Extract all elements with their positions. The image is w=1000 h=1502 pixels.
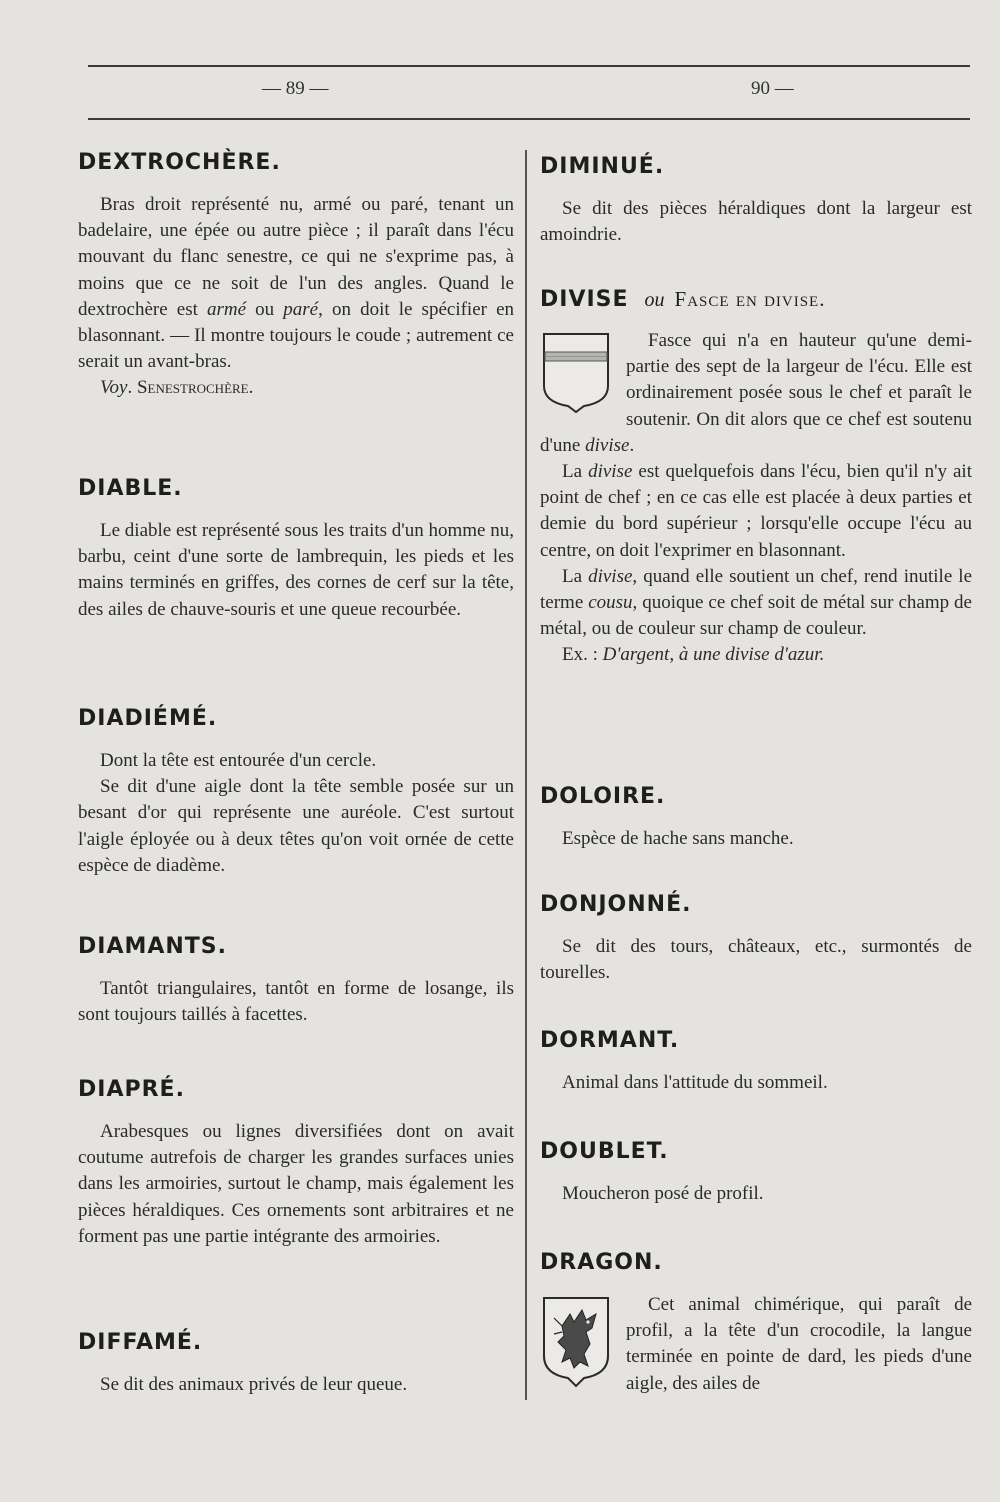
entry-text: La divise est quelquefois dans l'écu, bien qu'il n'y ait point de chef ; en ce cas elle est placée à deux parties et demie du bord supérieur ; lorsqu'elle occupe l'écu au centre, on doit l'exprimer en blasonnant. xyxy=(540,461,972,561)
entry-diable xyxy=(78,474,514,623)
shield-with-divise-icon xyxy=(540,332,612,414)
entry-text: Dont la tête est entourée d'un cercle. xyxy=(100,750,377,771)
entry-title: DEXTROCHÈRE. xyxy=(78,150,281,175)
entry-title: DONJONNÉ. xyxy=(540,892,692,917)
entry-title: DIADIÉMÉ. xyxy=(78,706,218,731)
entry-text: Espèce de hache sans manche. xyxy=(562,828,794,849)
entry-diminue xyxy=(540,152,972,248)
entry-diademe xyxy=(78,704,514,879)
entry-doublet xyxy=(540,1137,972,1207)
entry-text: Animal dans l'attitude du sommeil. xyxy=(562,1072,828,1093)
entry-diamants xyxy=(78,932,514,1028)
entry-title: DIAMANTS. xyxy=(78,934,228,959)
example-text: Ex. : D'argent, à une divise d'azur. xyxy=(562,644,825,666)
column-divider xyxy=(525,150,527,1400)
entry-text: Fasce qui n'a en hauteur qu'une demi-partie des sept de la largeur de l'écu. Elle est ordinairement posée sous le chef et paraît le soutenir. On dit alors que ce chef est soutenu d'une divise. xyxy=(540,330,972,456)
top-rule xyxy=(88,65,970,67)
entry-doloire xyxy=(540,782,972,852)
entry-title: DORMANT. xyxy=(540,1028,680,1053)
entry-text: Moucheron posé de profil. xyxy=(562,1183,764,1204)
entry-title: DIMINUÉ. xyxy=(540,154,665,179)
entry-title: DIAPRÉ. xyxy=(78,1077,185,1102)
entry-donjonne xyxy=(540,890,972,986)
left-page-number: — 89 — xyxy=(262,78,329,99)
cross-reference: Voy. Senestrochère. xyxy=(100,377,254,399)
entry-text: Le diable est représenté sous les traits d'un homme nu, barbu, ceint d'une sorte de lambrequin, les pieds et les mains terminés en griffes, des cornes de cerf sur la tête, des ailes de chauve-souris et une queue recourbée. xyxy=(78,520,514,620)
entry-text: Se dit d'une aigle dont la tête semble posée sur un besant d'or qui représente une auréole. C'est surtout l'aigle éployée ou à deux têtes qu'on voit ornée de cette espèce de diadème. xyxy=(78,776,514,876)
entry-text: Arabesques ou lignes diversifiées dont on avait coutume autrefois de charger les grandes surfaces unies dans les armoiries, surtout le champ, mais également les pièces héraldiques. Ces ornements sont arbitraires et ne forment pas une partie intégrante des armoiries. xyxy=(78,1121,514,1247)
entry-title: DIABLE. xyxy=(78,476,183,501)
entry-divise xyxy=(540,284,972,669)
right-page-number: 90 — xyxy=(751,78,794,99)
entry-title: DRAGON. xyxy=(540,1250,663,1275)
entry-text: Se dit des pièces héraldiques dont la largeur est amoindrie. xyxy=(540,198,972,246)
entry-text: Se dit des tours, châteaux, etc., surmontés de tourelles. xyxy=(540,936,972,984)
header-rule xyxy=(88,118,970,120)
entry-title: DIVISE ou Fasce en divise. xyxy=(540,287,826,312)
entry-text: Cet animal chimérique, qui paraît de profil, a la tête d'un crocodile, la langue terminée en pointe de dard, les pieds d'une aigle, des ailes de xyxy=(626,1294,972,1394)
entry-title: DOLOIRE. xyxy=(540,784,666,809)
entry-text: Se dit des animaux privés de leur queue. xyxy=(100,1374,408,1395)
entry-dormant xyxy=(540,1026,972,1096)
entry-text: Bras droit représenté nu, armé ou paré, tenant un badelaire, une épée ou autre pièce ; il paraît dans l'écu mouvant du flanc senestre, ce qui ne s'exprime pas, à moins que ce ne soit de l'un des angles. Quand le dextrochère est armé ou paré, on doit le spécifier en blasonnant. — Il montre toujours le coude ; autrement ce serait un avant-bras. xyxy=(78,194,515,373)
entry-title: DIFFAMÉ. xyxy=(78,1330,203,1355)
entry-dragon xyxy=(540,1248,972,1397)
entry-diffame xyxy=(78,1328,514,1398)
shield-with-dragon-icon xyxy=(540,1296,612,1378)
entry-diapre xyxy=(78,1075,514,1250)
entry-dextrochere xyxy=(78,148,514,402)
entry-title: DOUBLET. xyxy=(540,1139,669,1164)
entry-text: Tantôt triangulaires, tantôt en forme de losange, ils sont toujours taillés à facettes. xyxy=(78,978,514,1026)
entry-text: La divise, quand elle soutient un chef, rend inutile le terme cousu, quoique ce chef soit de métal sur champ de métal, ou de couleur sur champ de couleur. xyxy=(540,565,973,640)
